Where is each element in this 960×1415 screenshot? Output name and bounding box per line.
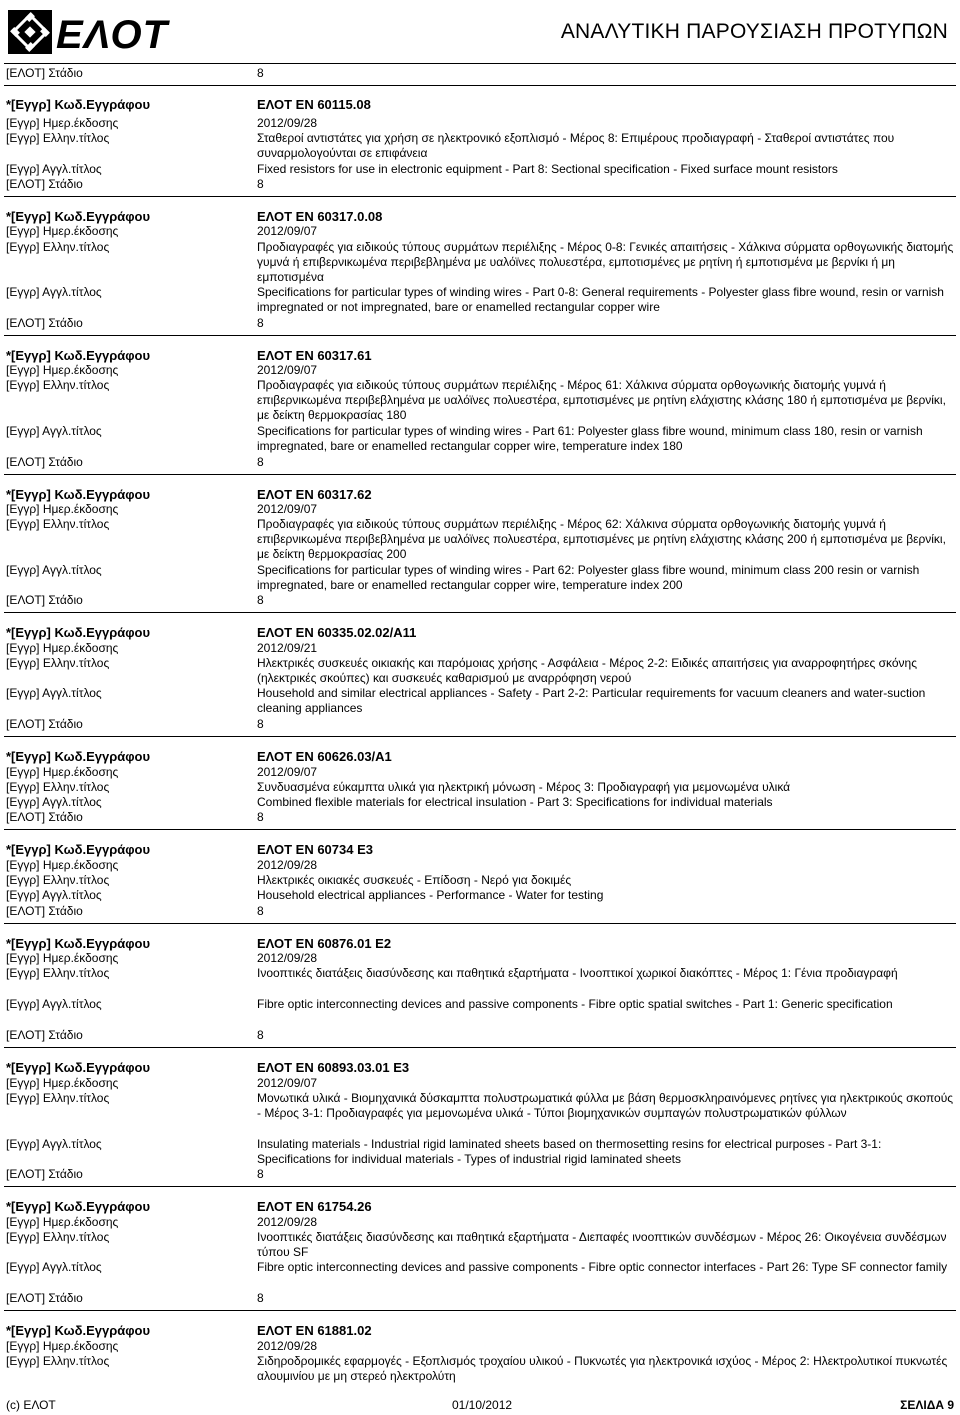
issue-date-row-value: 2012/09/28 xyxy=(257,858,318,872)
issue-date-row-value: 2012/09/07 xyxy=(257,224,318,238)
stage-row xyxy=(6,1028,954,1043)
issue-date-row-value: 2012/09/07 xyxy=(257,363,318,377)
english-title-row xyxy=(6,795,954,810)
document-code-row-label: *[Εγγρ] Κωδ.Εγγράφου xyxy=(6,209,151,224)
document-code-row-value: ΕΛΟΤ EN 61881.02 xyxy=(257,1323,372,1338)
document-code-row-label: *[Εγγρ] Κωδ.Εγγράφου xyxy=(6,625,151,640)
issue-date-row xyxy=(6,363,954,378)
stage-row xyxy=(6,177,954,192)
english-title-row xyxy=(6,162,954,177)
greek-title-row-label: [Εγγρ] Ελλην.τίτλος xyxy=(6,873,110,887)
document-code-row-label: *[Εγγρ] Κωδ.Εγγράφου xyxy=(6,97,151,112)
stage-row xyxy=(6,593,954,608)
greek-title-row-value: Ινοοπτικές διατάξεις διασύνδεσης και παθητικά εξαρτήματα - Ινοοπτικοί χωρικοί διακόπτες - Μέρος 1: Γένια προδιαγραφή xyxy=(257,966,898,980)
english-title-row-value: Fibre optic interconnecting devices and passive components - Fibre optic connector interfaces - Part 26: Type SF connector family xyxy=(257,1260,948,1274)
stage-row-value: 8 xyxy=(257,717,264,731)
greek-title-row-value: Ινοοπτικές διατάξεις διασύνδεσης και παθητικά εξαρτήματα - Διεπαφές ινοοπτικών συνδέσμων - Μέρος 26: Οικογένεια συνδέσμων τύπου SF xyxy=(257,1230,947,1260)
document-code-row-value: ΕΛΟΤ EN 60893.03.01 E3 xyxy=(257,1060,410,1075)
document-code-row xyxy=(6,625,954,640)
issue-date-row-label: [Εγγρ] Ημερ.έκδοσης xyxy=(6,116,119,130)
english-title-row-label: [Εγγρ] Αγγλ.τίτλος xyxy=(6,795,102,809)
stage-row-value: 8 xyxy=(257,1291,264,1305)
greek-title-row xyxy=(6,131,954,161)
english-title-row-label: [Εγγρ] Αγγλ.τίτλος xyxy=(6,162,102,176)
record-divider xyxy=(4,1047,956,1048)
english-title-row-label: [Εγγρ] Αγγλ.τίτλος xyxy=(6,563,102,577)
document-code-row-label: *[Εγγρ] Κωδ.Εγγράφου xyxy=(6,936,151,951)
issue-date-row-value: 2012/09/07 xyxy=(257,765,318,779)
stage-row-label: [ΕΛΟΤ] Στάδιο xyxy=(6,904,83,918)
issue-date-row-label: [Εγγρ] Ημερ.έκδοσης xyxy=(6,858,119,872)
stage-row xyxy=(6,904,954,919)
greek-title-row-label: [Εγγρ] Ελλην.τίτλος xyxy=(6,131,110,145)
document-code-row-value: ΕΛΟΤ EN 60317.62 xyxy=(257,487,372,502)
issue-date-row xyxy=(6,765,954,780)
english-title-row-value: Specifications for particular types of winding wires - Part 61: Polyester glass fibre wound, minimum class 180, resin or varnish impregnated, bare or enamelled rectangular copper wire, temperature index 180 xyxy=(257,424,923,454)
english-title-row-value: Fibre optic interconnecting devices and passive components - Fibre optic spatial switches - Part 1: Generic specification xyxy=(257,997,893,1011)
stage-row-value: 8 xyxy=(257,810,264,824)
stage-row xyxy=(6,717,954,732)
footer-page-number: ΣΕΛΙΔΑ 9 xyxy=(900,1398,954,1412)
document-code-row-value: ΕΛΟΤ EN 60335.02.02/A11 xyxy=(257,625,417,640)
greek-title-row-value: Προδιαγραφές για ειδικούς τύπους συρμάτων περιέλιξης - Μέρος 0-8: Γενικές απαιτήσεις - Χάλκινα σύρματα ορθογωνικής διατομής γυμνά ή επιβερνικωμένα περιβεβλημένα με υαλόϊνες πολυεστέρα, εμποτισμένες με ρητίνη ή εμποτισμένα με βερνίκι ή μη εμποτισμένα xyxy=(257,240,954,285)
greek-title-row-label: [Εγγρ] Ελλην.τίτλος xyxy=(6,1230,110,1244)
document-code-row-label: *[Εγγρ] Κωδ.Εγγράφου xyxy=(6,749,151,764)
footer-date: 01/10/2012 xyxy=(452,1398,513,1412)
document-code-row-value: ΕΛΟΤ EN 60115.08 xyxy=(257,97,371,112)
english-title-row xyxy=(6,997,954,1027)
english-title-row-label: [Εγγρ] Αγγλ.τίτλος xyxy=(6,1260,102,1274)
footer-copyright: (c) ΕΛΟΤ xyxy=(6,1398,56,1412)
greek-title-row-value: Σταθεροί αντιστάτες για χρήση σε ηλεκτρονικό εξοπλισμό - Μέρος 8: Επιμέρους προδιαγραφή - Σταθεροί αντιστάτες που συναρμολογούνται σε επιφάνεια xyxy=(257,131,895,161)
english-title-row-value: Specifications for particular types of winding wires - Part 62: Polyester glass fibre wound, minimum class 200 resin or varnish impregnated, bare or enamelled rectangular copper wire, temperature index 200 xyxy=(257,563,920,593)
greek-title-row xyxy=(6,1091,954,1137)
issue-date-row-value: 2012/09/28 xyxy=(257,1215,318,1229)
document-code-row-value: ΕΛΟΤ EN 60317.61 xyxy=(257,348,372,363)
english-title-row-value: Household electrical appliances - Performance - Water for testing xyxy=(257,888,604,902)
stage-row xyxy=(6,810,954,825)
english-title-row xyxy=(6,285,954,315)
english-title-row-value: Fixed resistors for use in electronic equipment - Part 8: Sectional specification - Fixed surface mount resistors xyxy=(257,162,838,176)
issue-date-row xyxy=(6,116,954,131)
issue-date-row-value: 2012/09/07 xyxy=(257,502,318,516)
english-title-row-label: [Εγγρ] Αγγλ.τίτλος xyxy=(6,285,102,299)
document-code-row-value: ΕΛΟΤ EN 60734 E3 xyxy=(257,842,373,857)
issue-date-row-value: 2012/09/28 xyxy=(257,951,318,965)
issue-date-row-label: [Εγγρ] Ημερ.έκδοσης xyxy=(6,502,119,516)
english-title-row xyxy=(6,686,954,716)
document-code-row xyxy=(6,749,954,764)
greek-title-row-value: Ηλεκτρικές οικιακές συσκευές - Επίδοση - Νερό για δοκιμές xyxy=(257,873,572,887)
stage-row-label: [ΕΛΟΤ] Στάδιο xyxy=(6,593,83,607)
record-divider xyxy=(4,923,956,924)
stage-row-value: 8 xyxy=(257,316,264,330)
document-code-row-label: *[Εγγρ] Κωδ.Εγγράφου xyxy=(6,1323,151,1338)
elot-logo xyxy=(8,10,169,57)
english-title-row xyxy=(6,1137,954,1167)
stage-row xyxy=(6,316,954,331)
page-title: ΑΝΑΛΥΤΙΚΗ ΠΑΡΟΥΣΙΑΣΗ ΠΡΟΤΥΠΩΝ xyxy=(560,20,948,43)
stage-row-value: 8 xyxy=(257,177,264,191)
greek-title-row-value: Προδιαγραφές για ειδικούς τύπους συρμάτων περιέλιξης - Μέρος 61: Χάλκινα σύρματα ορθογωνικής διατομής γυμνά ή επιβερνικωμένα περιβεβλημένα με υαλόϊνες πολυεστέρα, εμποτισμένες με ρητίνη ελάχιστης κλάσης 180 ή εμποτισμένα με βερνίκι, με δείκτη θερμοκρασίας 180 xyxy=(257,378,946,423)
greek-title-row-value: Μονωτικά υλικά - Βιομηχανικά δύσκαμπτα πολυστρωματικά φύλλα με βάση θερμοσκληραινόμενες ρητίνες για ηλεκτρικούς σκοπούς - Μέρος 3-1: Προδιαγραφές για μεμονωμένα υλικά - Τύποι βιομηχανικών συμπαγών πολυστρωματικών φύλλων xyxy=(257,1091,954,1121)
issue-date-row xyxy=(6,951,954,966)
greek-title-row-label: [Εγγρ] Ελλην.τίτλος xyxy=(6,1354,110,1368)
stage-row-label: [ΕΛΟΤ] Στάδιο xyxy=(6,1028,83,1042)
greek-title-row-label: [Εγγρ] Ελλην.τίτλος xyxy=(6,966,110,980)
issue-date-row-label: [Εγγρ] Ημερ.έκδοσης xyxy=(6,1076,119,1090)
issue-date-row-label: [Εγγρ] Ημερ.έκδοσης xyxy=(6,1215,119,1229)
record-divider xyxy=(4,335,956,336)
stage-row-value: 8 xyxy=(257,1167,264,1181)
document-code-row xyxy=(6,936,954,951)
greek-title-row xyxy=(6,656,954,686)
stage-row-label: [ΕΛΟΤ] Στάδιο xyxy=(6,810,83,824)
stage-row-value: 8 xyxy=(257,593,264,607)
english-title-row-label: [Εγγρ] Αγγλ.τίτλος xyxy=(6,1137,102,1151)
english-title-row-label: [Εγγρ] Αγγλ.τίτλος xyxy=(6,686,102,700)
issue-date-row-label: [Εγγρ] Ημερ.έκδοσης xyxy=(6,765,119,779)
greek-title-row-value: Ηλεκτρικές συσκευές οικιακής και παρόμοιας χρήσης - Ασφάλεια - Μέρος 2-2: Ειδικές απαιτήσεις για αναρροφητήρες σκόνης (ηλεκτρικές σκούπες) και συσκευές καθαρισμού με αναρρόφηση νερού xyxy=(257,656,918,686)
document-code-row-label: *[Εγγρ] Κωδ.Εγγράφου xyxy=(6,842,151,857)
english-title-row-label: [Εγγρ] Αγγλ.τίτλος xyxy=(6,888,102,902)
document-code-row xyxy=(6,348,954,363)
record-divider xyxy=(4,1186,956,1187)
greek-title-row xyxy=(6,1354,954,1384)
document-code-row-label: *[Εγγρ] Κωδ.Εγγράφου xyxy=(6,487,151,502)
stage-row-label: [ΕΛΟΤ] Στάδιο xyxy=(6,66,83,80)
stage-row-label: [ΕΛΟΤ] Στάδιο xyxy=(6,717,83,731)
issue-date-row-label: [Εγγρ] Ημερ.έκδοσης xyxy=(6,951,119,965)
issue-date-row-value: 2012/09/07 xyxy=(257,1076,318,1090)
issue-date-row-label: [Εγγρ] Ημερ.έκδοσης xyxy=(6,224,119,238)
issue-date-row-value: 2012/09/28 xyxy=(257,116,318,130)
stage-row-value: 8 xyxy=(257,904,264,918)
document-code-row xyxy=(6,1060,954,1075)
document-code-row-value: ΕΛΟΤ EN 61754.26 xyxy=(257,1199,372,1214)
stage-row xyxy=(6,66,954,81)
record-divider xyxy=(4,829,956,830)
document-code-row xyxy=(6,487,954,502)
greek-title-row xyxy=(6,240,954,286)
greek-title-row xyxy=(6,780,954,795)
greek-title-row xyxy=(6,873,954,888)
greek-title-row-label: [Εγγρ] Ελλην.τίτλος xyxy=(6,378,110,392)
greek-title-row-label: [Εγγρ] Ελλην.τίτλος xyxy=(6,240,110,254)
greek-title-row xyxy=(6,517,954,563)
english-title-row xyxy=(6,424,954,454)
english-title-row-label: [Εγγρ] Αγγλ.τίτλος xyxy=(6,997,102,1011)
stage-row-value: 8 xyxy=(257,455,264,469)
stage-row xyxy=(6,455,954,470)
greek-title-row-value: Προδιαγραφές για ειδικούς τύπους συρμάτων περιέλιξης - Μέρος 62: Χάλκινα σύρματα ορθογωνικής διατομής γυμνά ή επιβερνικωμένα περιβεβλημένα με υαλόϊνες πολυεστέρα, εμποτισμένες με ρητίνη ελάχιστης κλάσης 200 ή εμποτισμένα με βερνίκι, με δείκτη θερμοκρασίας 200 xyxy=(257,517,946,562)
issue-date-row xyxy=(6,641,954,656)
english-title-row xyxy=(6,1260,954,1290)
document-code-row xyxy=(6,842,954,857)
english-title-row-value: Household and similar electrical appliances - Safety - Part 2-2: Particular requirements for vacuum cleaners and water-suction cleaning appliances xyxy=(257,686,926,716)
greek-title-row xyxy=(6,378,954,424)
stage-row-value: 8 xyxy=(257,66,264,80)
greek-title-row-label: [Εγγρ] Ελλην.τίτλος xyxy=(6,517,110,531)
divider xyxy=(4,85,956,86)
greek-title-row xyxy=(6,966,954,996)
issue-date-row xyxy=(6,1215,954,1230)
document-code-row-value: ΕΛΟΤ EN 60626.03/A1 xyxy=(257,749,392,764)
stage-row-value: 8 xyxy=(257,1028,264,1042)
divider xyxy=(4,63,956,64)
document-code-row xyxy=(6,97,954,112)
document-code-row xyxy=(6,209,954,224)
issue-date-row-label: [Εγγρ] Ημερ.έκδοσης xyxy=(6,363,119,377)
issue-date-row-value: 2012/09/28 xyxy=(257,1339,318,1353)
stage-row-label: [ΕΛΟΤ] Στάδιο xyxy=(6,177,83,191)
record-divider xyxy=(4,196,956,197)
document-code-row-label: *[Εγγρ] Κωδ.Εγγράφου xyxy=(6,348,151,363)
issue-date-row xyxy=(6,858,954,873)
issue-date-row xyxy=(6,1339,954,1354)
stage-row-label: [ΕΛΟΤ] Στάδιο xyxy=(6,455,83,469)
greek-title-row-label: [Εγγρ] Ελλην.τίτλος xyxy=(6,1091,110,1105)
issue-date-row-label: [Εγγρ] Ημερ.έκδοσης xyxy=(6,641,119,655)
stage-row-label: [ΕΛΟΤ] Στάδιο xyxy=(6,316,83,330)
greek-title-row xyxy=(6,1230,954,1260)
english-title-row xyxy=(6,888,954,903)
document-code-row-value: ΕΛΟΤ EN 60317.0.08 xyxy=(257,209,383,224)
issue-date-row-label: [Εγγρ] Ημερ.έκδοσης xyxy=(6,1339,119,1353)
record-divider xyxy=(4,736,956,737)
stage-row-label: [ΕΛΟΤ] Στάδιο xyxy=(6,1167,83,1181)
record-divider xyxy=(4,1310,956,1311)
document-code-row-label: *[Εγγρ] Κωδ.Εγγράφου xyxy=(6,1199,151,1214)
issue-date-row xyxy=(6,1076,954,1091)
greek-title-row-value: Σιδηροδρομικές εφαρμογές - Εξοπλισμός τροχαίου υλικού - Πυκνωτές για ηλεκτρονικά ισχύος - Μέρος 2: Ηλεκτρολυτικοί πυκνωτές αλουμινίου με μη στερεό ηλεκτρολύτη xyxy=(257,1354,948,1384)
english-title-row-label: [Εγγρ] Αγγλ.τίτλος xyxy=(6,424,102,438)
record-divider xyxy=(4,612,956,613)
english-title-row-value: Combined flexible materials for electrical insulation - Part 3: Specifications for individual materials xyxy=(257,795,773,809)
document-code-row xyxy=(6,1199,954,1214)
record-divider xyxy=(4,474,956,475)
english-title-row-value: Insulating materials - Industrial rigid laminated sheets based on thermosetting resins for electrical purposes - Part 3-1: Specifications for individual materials - Types of industrial rigid laminated sheets xyxy=(257,1137,882,1167)
english-title-row xyxy=(6,563,954,593)
issue-date-row-value: 2012/09/21 xyxy=(257,641,318,655)
document-code-row xyxy=(6,1323,954,1338)
page-header xyxy=(0,0,960,62)
stage-row xyxy=(6,1167,954,1182)
issue-date-row xyxy=(6,502,954,517)
stage-row xyxy=(6,1291,954,1306)
greek-title-row-label: [Εγγρ] Ελλην.τίτλος xyxy=(6,656,110,670)
greek-title-row-label: [Εγγρ] Ελλην.τίτλος xyxy=(6,780,110,794)
document-code-row-value: ΕΛΟΤ EN 60876.01 E2 xyxy=(257,936,392,951)
issue-date-row xyxy=(6,224,954,239)
document-code-row-label: *[Εγγρ] Κωδ.Εγγράφου xyxy=(6,1060,151,1075)
svg-text:ΕΛΟΤ: ΕΛΟΤ xyxy=(56,13,169,57)
stage-row-label: [ΕΛΟΤ] Στάδιο xyxy=(6,1291,83,1305)
greek-title-row-value: Συνδυασμένα εύκαμπτα υλικά για ηλεκτρική μόνωση - Μέρος 3: Προδιαγραφή για μεμονωμένα υλικά xyxy=(257,780,791,794)
english-title-row-value: Specifications for particular types of winding wires - Part 0-8: General requirements - Polyester glass fibre wound, resin or varnish impregnated or not impregnated, bare or enamelled rectangular copper wire xyxy=(257,285,944,315)
